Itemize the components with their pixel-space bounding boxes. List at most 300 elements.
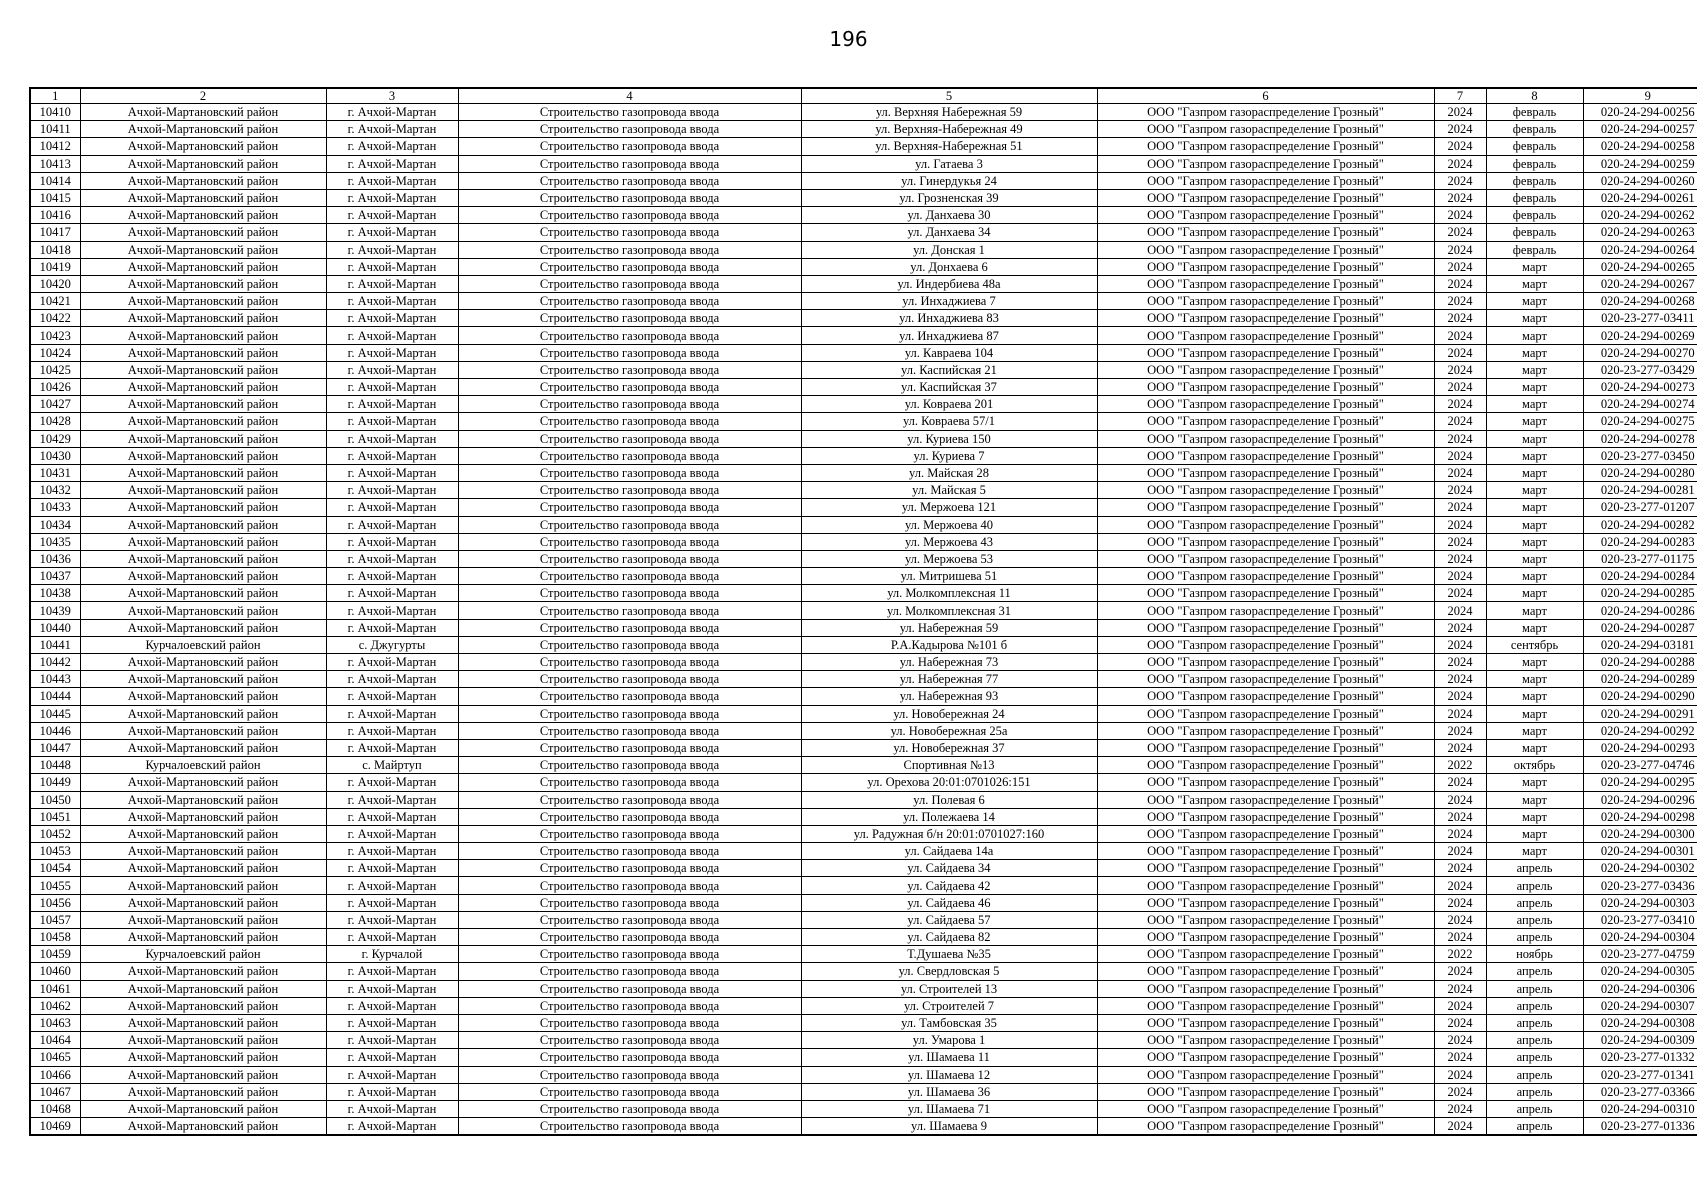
year-cell: 2024 [1434, 361, 1486, 378]
month-cell: март [1486, 568, 1583, 585]
table-row [30, 155, 1697, 172]
table-row [30, 1049, 1697, 1066]
table-row [30, 739, 1697, 756]
month-cell: апрель [1486, 997, 1583, 1014]
row-number-cell: 10412 [30, 138, 80, 155]
row-number-cell: 10414 [30, 172, 80, 189]
district-cell: Ачхой-Мартановский район [80, 671, 326, 688]
organization-cell: ООО "Газпром газораспределение Грозный" [1097, 172, 1434, 189]
organization-cell: ООО "Газпром газораспределение Грозный" [1097, 550, 1434, 567]
work-type-cell: Строительство газопровода ввода [458, 155, 801, 172]
row-number-cell: 10424 [30, 344, 80, 361]
address-cell: ул. Верхняя-Набережная 51 [801, 138, 1097, 155]
address-cell: ул. Инхаджиева 83 [801, 310, 1097, 327]
year-cell: 2024 [1434, 499, 1486, 516]
month-cell: апрель [1486, 1118, 1583, 1136]
work-type-cell: Строительство газопровода ввода [458, 705, 801, 722]
organization-cell: ООО "Газпром газораспределение Грозный" [1097, 619, 1434, 636]
organization-cell: ООО "Газпром газораспределение Грозный" [1097, 843, 1434, 860]
organization-cell: ООО "Газпром газораспределение Грозный" [1097, 327, 1434, 344]
code-cell: 020-23-277-01341 [1583, 1066, 1697, 1083]
year-cell: 2024 [1434, 104, 1486, 121]
locality-cell: г. Ачхой-Мартан [326, 258, 458, 275]
table-row [30, 310, 1697, 327]
locality-cell: г. Ачхой-Мартан [326, 1100, 458, 1117]
district-cell: Курчалоевский район [80, 636, 326, 653]
address-cell: ул. Мержоева 53 [801, 550, 1097, 567]
district-cell: Ачхой-Мартановский район [80, 396, 326, 413]
month-cell: февраль [1486, 207, 1583, 224]
work-type-cell: Строительство газопровода ввода [458, 722, 801, 739]
month-cell: март [1486, 430, 1583, 447]
code-cell: 020-24-294-00310 [1583, 1100, 1697, 1117]
code-cell: 020-23-277-03410 [1583, 911, 1697, 928]
district-cell: Ачхой-Мартановский район [80, 138, 326, 155]
code-cell: 020-24-294-00303 [1583, 894, 1697, 911]
table-row [30, 396, 1697, 413]
district-cell: Ачхой-Мартановский район [80, 963, 326, 980]
locality-cell: г. Ачхой-Мартан [326, 447, 458, 464]
address-cell: ул. Майская 28 [801, 464, 1097, 481]
month-cell: апрель [1486, 1100, 1583, 1117]
organization-cell: ООО "Газпром газораспределение Грозный" [1097, 207, 1434, 224]
year-cell: 2024 [1434, 258, 1486, 275]
month-cell: март [1486, 654, 1583, 671]
table-row [30, 516, 1697, 533]
table-row [30, 189, 1697, 206]
locality-cell: г. Ачхой-Мартан [326, 980, 458, 997]
address-cell: ул. Каспийская 37 [801, 379, 1097, 396]
district-cell: Ачхой-Мартановский район [80, 1118, 326, 1136]
address-cell: ул. Майская 5 [801, 482, 1097, 499]
year-cell: 2024 [1434, 138, 1486, 155]
locality-cell: г. Ачхой-Мартан [326, 430, 458, 447]
year-cell: 2024 [1434, 843, 1486, 860]
address-cell: ул. Гинердукья 24 [801, 172, 1097, 189]
district-cell: Ачхой-Мартановский район [80, 825, 326, 842]
address-cell: ул. Инхаджиева 87 [801, 327, 1097, 344]
district-cell: Ачхой-Мартановский район [80, 860, 326, 877]
year-cell: 2024 [1434, 877, 1486, 894]
month-cell: март [1486, 533, 1583, 550]
year-cell: 2024 [1434, 894, 1486, 911]
address-cell: ул. Ковраева 201 [801, 396, 1097, 413]
month-cell: март [1486, 705, 1583, 722]
locality-cell: г. Ачхой-Мартан [326, 1032, 458, 1049]
address-cell: ул. Мержоева 121 [801, 499, 1097, 516]
organization-cell: ООО "Газпром газораспределение Грозный" [1097, 1066, 1434, 1083]
address-cell: ул. Митришева 51 [801, 568, 1097, 585]
year-cell: 2024 [1434, 688, 1486, 705]
month-cell: февраль [1486, 224, 1583, 241]
locality-cell: г. Ачхой-Мартан [326, 894, 458, 911]
address-cell: ул. Умарова 1 [801, 1032, 1097, 1049]
table-row [30, 963, 1697, 980]
work-type-cell: Строительство газопровода ввода [458, 138, 801, 155]
year-cell: 2024 [1434, 1014, 1486, 1031]
work-type-cell: Строительство газопровода ввода [458, 241, 801, 258]
district-cell: Ачхой-Мартановский район [80, 413, 326, 430]
month-cell: апрель [1486, 929, 1583, 946]
work-type-cell: Строительство газопровода ввода [458, 636, 801, 653]
year-cell: 2024 [1434, 310, 1486, 327]
district-cell: Ачхой-Мартановский район [80, 602, 326, 619]
month-cell: март [1486, 808, 1583, 825]
table-row [30, 688, 1697, 705]
district-cell: Ачхой-Мартановский район [80, 361, 326, 378]
code-cell: 020-24-294-00295 [1583, 774, 1697, 791]
row-number-cell: 10467 [30, 1083, 80, 1100]
code-cell: 020-24-294-00267 [1583, 275, 1697, 292]
organization-cell: ООО "Газпром газораспределение Грозный" [1097, 344, 1434, 361]
code-cell: 020-24-294-00296 [1583, 791, 1697, 808]
table-row [30, 911, 1697, 928]
month-cell: март [1486, 671, 1583, 688]
address-cell: ул. Инхаджиева 7 [801, 293, 1097, 310]
locality-cell: г. Ачхой-Мартан [326, 533, 458, 550]
year-cell: 2024 [1434, 464, 1486, 481]
month-cell: март [1486, 619, 1583, 636]
code-cell: 020-24-294-00270 [1583, 344, 1697, 361]
code-cell: 020-24-294-00273 [1583, 379, 1697, 396]
organization-cell: ООО "Газпром газораспределение Грозный" [1097, 808, 1434, 825]
work-type-cell: Строительство газопровода ввода [458, 997, 801, 1014]
work-type-cell: Строительство газопровода ввода [458, 1066, 801, 1083]
row-number-cell: 10418 [30, 241, 80, 258]
column-header: 6 [1097, 88, 1434, 104]
year-cell: 2024 [1434, 275, 1486, 292]
year-cell: 2024 [1434, 654, 1486, 671]
district-cell: Ачхой-Мартановский район [80, 808, 326, 825]
locality-cell: с. Майртуп [326, 757, 458, 774]
organization-cell: ООО "Газпром газораспределение Грозный" [1097, 464, 1434, 481]
row-number-cell: 10425 [30, 361, 80, 378]
table-row [30, 1032, 1697, 1049]
organization-cell: ООО "Газпром газораспределение Грозный" [1097, 430, 1434, 447]
month-cell: сентябрь [1486, 636, 1583, 653]
organization-cell: ООО "Газпром газораспределение Грозный" [1097, 602, 1434, 619]
row-number-cell: 10451 [30, 808, 80, 825]
locality-cell: г. Ачхой-Мартан [326, 843, 458, 860]
address-cell: ул. Мержоева 43 [801, 533, 1097, 550]
organization-cell: ООО "Газпром газораспределение Грозный" [1097, 447, 1434, 464]
address-cell: ул. Сайдаева 46 [801, 894, 1097, 911]
table-row [30, 104, 1697, 121]
column-header: 1 [30, 88, 80, 104]
table-row [30, 224, 1697, 241]
row-number-cell: 10456 [30, 894, 80, 911]
district-cell: Курчалоевский район [80, 757, 326, 774]
code-cell: 020-23-277-03429 [1583, 361, 1697, 378]
month-cell: март [1486, 739, 1583, 756]
work-type-cell: Строительство газопровода ввода [458, 275, 801, 292]
table-row [30, 1118, 1697, 1136]
table-row [30, 774, 1697, 791]
table-row [30, 877, 1697, 894]
district-cell: Ачхой-Мартановский район [80, 619, 326, 636]
code-cell: 020-24-294-00285 [1583, 585, 1697, 602]
district-cell: Ачхой-Мартановский район [80, 121, 326, 138]
month-cell: февраль [1486, 172, 1583, 189]
row-number-cell: 10436 [30, 550, 80, 567]
year-cell: 2024 [1434, 413, 1486, 430]
organization-cell: ООО "Газпром газораспределение Грозный" [1097, 379, 1434, 396]
code-cell: 020-24-294-00289 [1583, 671, 1697, 688]
work-type-cell: Строительство газопровода ввода [458, 293, 801, 310]
table-row [30, 671, 1697, 688]
table-row [30, 636, 1697, 653]
district-cell: Ачхой-Мартановский район [80, 379, 326, 396]
district-cell: Ачхой-Мартановский район [80, 430, 326, 447]
row-number-cell: 10459 [30, 946, 80, 963]
organization-cell: ООО "Газпром газораспределение Грозный" [1097, 413, 1434, 430]
code-cell: 020-23-277-01175 [1583, 550, 1697, 567]
table-row [30, 1066, 1697, 1083]
row-number-cell: 10446 [30, 722, 80, 739]
work-type-cell: Строительство газопровода ввода [458, 550, 801, 567]
table-row [30, 654, 1697, 671]
address-cell: ул. Шамаева 36 [801, 1083, 1097, 1100]
work-type-cell: Строительство газопровода ввода [458, 877, 801, 894]
work-type-cell: Строительство газопровода ввода [458, 413, 801, 430]
month-cell: март [1486, 361, 1583, 378]
work-type-cell: Строительство газопровода ввода [458, 894, 801, 911]
work-type-cell: Строительство газопровода ввода [458, 430, 801, 447]
month-cell: апрель [1486, 963, 1583, 980]
district-cell: Ачхой-Мартановский район [80, 327, 326, 344]
address-cell: ул. Кавраева 104 [801, 344, 1097, 361]
row-number-cell: 10431 [30, 464, 80, 481]
month-cell: апрель [1486, 1049, 1583, 1066]
code-cell: 020-24-294-00256 [1583, 104, 1697, 121]
row-number-cell: 10429 [30, 430, 80, 447]
work-type-cell: Строительство газопровода ввода [458, 379, 801, 396]
work-type-cell: Строительство газопровода ввода [458, 258, 801, 275]
locality-cell: г. Ачхой-Мартан [326, 516, 458, 533]
table-row [30, 619, 1697, 636]
address-cell: ул. Шамаева 11 [801, 1049, 1097, 1066]
organization-cell: ООО "Газпром газораспределение Грозный" [1097, 155, 1434, 172]
month-cell: апрель [1486, 1083, 1583, 1100]
row-number-cell: 10466 [30, 1066, 80, 1083]
year-cell: 2024 [1434, 929, 1486, 946]
year-cell: 2024 [1434, 1066, 1486, 1083]
table-row [30, 705, 1697, 722]
address-cell: ул. Полевая 6 [801, 791, 1097, 808]
year-cell: 2024 [1434, 860, 1486, 877]
code-cell: 020-24-294-00304 [1583, 929, 1697, 946]
table-row [30, 207, 1697, 224]
row-number-cell: 10453 [30, 843, 80, 860]
code-cell: 020-24-294-00283 [1583, 533, 1697, 550]
district-cell: Ачхой-Мартановский район [80, 293, 326, 310]
district-cell: Ачхой-Мартановский район [80, 1049, 326, 1066]
row-number-cell: 10442 [30, 654, 80, 671]
row-number-cell: 10458 [30, 929, 80, 946]
organization-cell: ООО "Газпром газораспределение Грозный" [1097, 1014, 1434, 1031]
district-cell: Ачхой-Мартановский район [80, 911, 326, 928]
column-header: 9 [1583, 88, 1697, 104]
year-cell: 2024 [1434, 516, 1486, 533]
locality-cell: г. Ачхой-Мартан [326, 688, 458, 705]
district-cell: Ачхой-Мартановский район [80, 654, 326, 671]
locality-cell: г. Ачхой-Мартан [326, 499, 458, 516]
code-cell: 020-24-294-00274 [1583, 396, 1697, 413]
month-cell: март [1486, 550, 1583, 567]
locality-cell: г. Ачхой-Мартан [326, 344, 458, 361]
district-cell: Ачхой-Мартановский район [80, 877, 326, 894]
year-cell: 2024 [1434, 636, 1486, 653]
table-row [30, 482, 1697, 499]
organization-cell: ООО "Газпром газораспределение Грозный" [1097, 138, 1434, 155]
table-row [30, 499, 1697, 516]
locality-cell: г. Ачхой-Мартан [326, 791, 458, 808]
work-type-cell: Строительство газопровода ввода [458, 361, 801, 378]
month-cell: март [1486, 843, 1583, 860]
row-number-cell: 10461 [30, 980, 80, 997]
district-cell: Ачхой-Мартановский район [80, 550, 326, 567]
code-cell: 020-24-294-00259 [1583, 155, 1697, 172]
organization-cell: ООО "Газпром газораспределение Грозный" [1097, 293, 1434, 310]
locality-cell: г. Ачхой-Мартан [326, 705, 458, 722]
work-type-cell: Строительство газопровода ввода [458, 963, 801, 980]
table-row [30, 602, 1697, 619]
row-number-cell: 10430 [30, 447, 80, 464]
locality-cell: г. Ачхой-Мартан [326, 172, 458, 189]
district-cell: Ачхой-Мартановский район [80, 980, 326, 997]
organization-cell: ООО "Газпром газораспределение Грозный" [1097, 396, 1434, 413]
table-row [30, 808, 1697, 825]
organization-cell: ООО "Газпром газораспределение Грозный" [1097, 568, 1434, 585]
work-type-cell: Строительство газопровода ввода [458, 825, 801, 842]
year-cell: 2024 [1434, 172, 1486, 189]
address-cell: Спортивная №13 [801, 757, 1097, 774]
district-cell: Ачхой-Мартановский район [80, 464, 326, 481]
code-cell: 020-24-294-00298 [1583, 808, 1697, 825]
year-cell: 2024 [1434, 533, 1486, 550]
locality-cell: с. Джугурты [326, 636, 458, 653]
district-cell: Ачхой-Мартановский район [80, 482, 326, 499]
locality-cell: г. Ачхой-Мартан [326, 963, 458, 980]
organization-cell: ООО "Газпром газораспределение Грозный" [1097, 860, 1434, 877]
code-cell: 020-24-294-00305 [1583, 963, 1697, 980]
locality-cell: г. Ачхой-Мартан [326, 671, 458, 688]
organization-cell: ООО "Газпром газораспределение Грозный" [1097, 1118, 1434, 1136]
address-cell: ул. Сайдаева 34 [801, 860, 1097, 877]
work-type-cell: Строительство газопровода ввода [458, 602, 801, 619]
month-cell: март [1486, 275, 1583, 292]
organization-cell: ООО "Газпром газораспределение Грозный" [1097, 1083, 1434, 1100]
address-cell: ул. Куриева 7 [801, 447, 1097, 464]
row-number-cell: 10420 [30, 275, 80, 292]
row-number-cell: 10449 [30, 774, 80, 791]
table-row [30, 172, 1697, 189]
code-cell: 020-24-294-00307 [1583, 997, 1697, 1014]
organization-cell: ООО "Газпром газораспределение Грозный" [1097, 894, 1434, 911]
work-type-cell: Строительство газопровода ввода [458, 1118, 801, 1136]
row-number-cell: 10447 [30, 739, 80, 756]
row-number-cell: 10435 [30, 533, 80, 550]
code-cell: 020-24-294-00291 [1583, 705, 1697, 722]
month-cell: март [1486, 464, 1583, 481]
locality-cell: г. Ачхой-Мартан [326, 361, 458, 378]
row-number-cell: 10415 [30, 189, 80, 206]
address-cell: ул. Набережная 77 [801, 671, 1097, 688]
address-cell: ул. Ковраева 57/1 [801, 413, 1097, 430]
row-number-cell: 10413 [30, 155, 80, 172]
locality-cell: г. Ачхой-Мартан [326, 482, 458, 499]
column-header: 5 [801, 88, 1097, 104]
row-number-cell: 10426 [30, 379, 80, 396]
code-cell: 020-24-294-00293 [1583, 739, 1697, 756]
district-cell: Ачхой-Мартановский район [80, 1014, 326, 1031]
work-type-cell: Строительство газопровода ввода [458, 568, 801, 585]
year-cell: 2024 [1434, 619, 1486, 636]
table-row [30, 1100, 1697, 1117]
address-cell: ул. Сайдаева 14а [801, 843, 1097, 860]
work-type-cell: Строительство газопровода ввода [458, 224, 801, 241]
address-cell: ул. Верхняя Набережная 59 [801, 104, 1097, 121]
month-cell: март [1486, 396, 1583, 413]
table-row [30, 344, 1697, 361]
table-row [30, 568, 1697, 585]
year-cell: 2024 [1434, 671, 1486, 688]
code-cell: 020-24-294-00263 [1583, 224, 1697, 241]
address-cell: ул. Грозненская 39 [801, 189, 1097, 206]
locality-cell: г. Ачхой-Мартан [326, 1066, 458, 1083]
code-cell: 020-24-294-00308 [1583, 1014, 1697, 1031]
column-header: 2 [80, 88, 326, 104]
locality-cell: г. Ачхой-Мартан [326, 104, 458, 121]
organization-cell: ООО "Газпром газораспределение Грозный" [1097, 791, 1434, 808]
month-cell: апрель [1486, 911, 1583, 928]
year-cell: 2024 [1434, 585, 1486, 602]
year-cell: 2024 [1434, 911, 1486, 928]
code-cell: 020-23-277-01207 [1583, 499, 1697, 516]
address-cell: ул. Куриева 150 [801, 430, 1097, 447]
work-type-cell: Строительство газопровода ввода [458, 1032, 801, 1049]
organization-cell: ООО "Газпром газораспределение Грозный" [1097, 705, 1434, 722]
code-cell: 020-24-294-00257 [1583, 121, 1697, 138]
work-type-cell: Строительство газопровода ввода [458, 327, 801, 344]
organization-cell: ООО "Газпром газораспределение Грозный" [1097, 310, 1434, 327]
code-cell: 020-24-294-00264 [1583, 241, 1697, 258]
row-number-cell: 10463 [30, 1014, 80, 1031]
year-cell: 2024 [1434, 379, 1486, 396]
district-cell: Ачхой-Мартановский район [80, 344, 326, 361]
code-cell: 020-23-277-03411 [1583, 310, 1697, 327]
table-row [30, 757, 1697, 774]
locality-cell: г. Ачхой-Мартан [326, 825, 458, 842]
code-cell: 020-23-277-03366 [1583, 1083, 1697, 1100]
district-cell: Ачхой-Мартановский район [80, 499, 326, 516]
code-cell: 020-23-277-01336 [1583, 1118, 1697, 1136]
code-cell: 020-23-277-03436 [1583, 877, 1697, 894]
organization-cell: ООО "Газпром газораспределение Грозный" [1097, 963, 1434, 980]
year-cell: 2024 [1434, 1118, 1486, 1136]
year-cell: 2022 [1434, 946, 1486, 963]
month-cell: апрель [1486, 1032, 1583, 1049]
month-cell: март [1486, 447, 1583, 464]
table-row [30, 550, 1697, 567]
month-cell: март [1486, 327, 1583, 344]
address-cell: ул. Шамаева 71 [801, 1100, 1097, 1117]
year-cell: 2024 [1434, 705, 1486, 722]
district-cell: Ачхой-Мартановский район [80, 224, 326, 241]
header-row [30, 88, 1697, 104]
work-type-cell: Строительство газопровода ввода [458, 808, 801, 825]
organization-cell: ООО "Газпром газораспределение Грозный" [1097, 585, 1434, 602]
